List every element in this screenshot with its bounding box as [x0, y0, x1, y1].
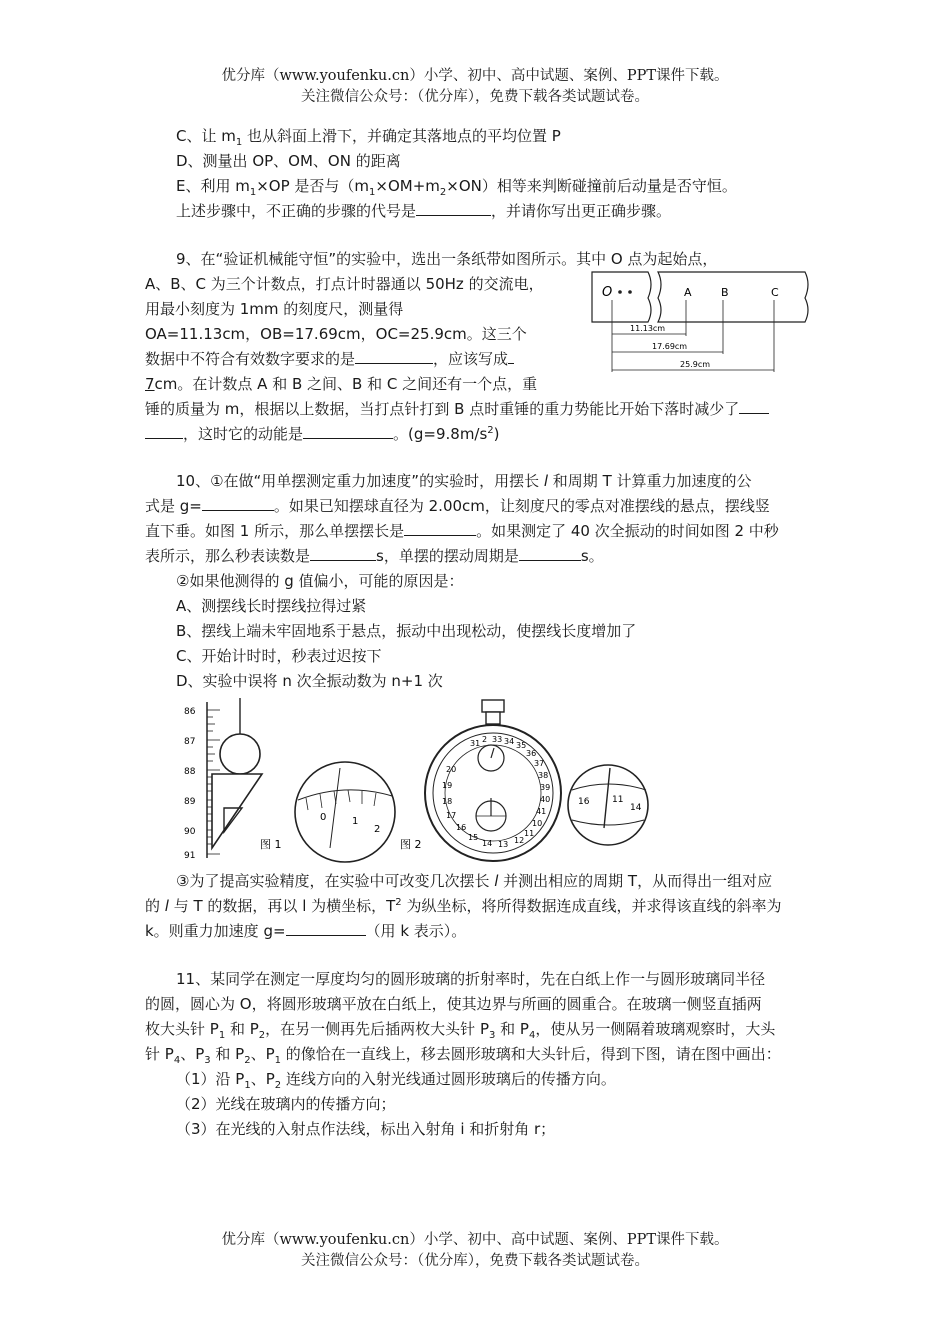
q9-line-8: ，这时它的动能是 。$(g=9.8m/s^2)$	[145, 423, 500, 445]
dial-num-41: 41	[536, 807, 547, 816]
q10-line-6: ③为了提高实验精度，在实验中可改变几次摆长 l 并测出相应的周期 T，从而得出一组对应	[176, 872, 773, 890]
q10-option-c: C、开始计时时，秒表过迟按下	[176, 647, 382, 665]
dial-num-13: 13	[498, 840, 509, 849]
q10-blank-formula[interactable]	[202, 495, 274, 511]
tape-dist-a: 11.13cm	[630, 324, 666, 333]
dial-num-39: 39	[540, 783, 551, 792]
dial-num-12: 12	[514, 836, 525, 845]
q11-line-1: 11、某同学在测定一厚度均匀的圆形玻璃的折射率时，先在白纸上作一与圆形玻璃同半径	[176, 970, 766, 988]
q9-line-1: 9、在“验证机械能守恒”的实验中，选出一条纸带如图所示。其中 O 点为起始点，	[176, 250, 718, 268]
q9-line-4: OA=11.13cm，OB=17.69cm，OC=25.9cm。这三个	[145, 325, 527, 343]
header-line-2: 关注微信公众号：（优分库），免费下载各类试题试卷。	[301, 89, 649, 105]
mag1-num-1: 1	[352, 816, 359, 827]
q10-option-a: A、测摆线长时摆线拉得过紧	[176, 597, 367, 615]
footer-line-1: 优分库（www.youfenku.cn）小学、初中、高中试题、案例、PPT课件下载。	[221, 1232, 729, 1248]
q10-line-4: 表所示，那么秒表读数是 s，单摆的摆动周期是 s。	[145, 547, 604, 565]
dial-num-2: 2	[482, 735, 488, 744]
q10-option-d: D、实验中误将 n 次全振动数为 n+1 次	[176, 672, 443, 690]
q9-line-3: 用最小刻度为 1mm 的刻度尺，测量得	[145, 300, 404, 318]
q10-blank-stopwatch[interactable]	[310, 545, 376, 561]
q9-blank-potential[interactable]	[145, 423, 183, 439]
footer-line-2: 关注微信公众号：（优分库），免费下载各类试题试卷。	[301, 1253, 649, 1269]
tape-label-o: O	[602, 285, 613, 300]
q8-answer-blank[interactable]	[416, 200, 491, 216]
q9-line-6: 7cm。在计数点 A 和 B 之间、B 和 C 之间还有一个点，重	[145, 375, 538, 393]
q9-blank-kinetic[interactable]	[303, 423, 393, 439]
dial-num-40: 40	[540, 795, 551, 804]
q9-blank-invalid[interactable]	[355, 348, 433, 364]
q8-question: 上述步骤中，不正确的步骤的代号是 ，并请你写出更正确步骤。	[176, 202, 672, 220]
ruler-tick-86: 86	[184, 707, 196, 717]
dial-num-17: 17	[446, 811, 457, 820]
q10-blank-length[interactable]	[404, 520, 476, 536]
dial-num-37: 37	[534, 759, 545, 768]
ruler-tick-91: 91	[184, 851, 196, 861]
q10-line-3: 直下垂。如图 1 所示，那么单摆摆长是 。如果测定了 40 次全振动的时间如图 2 中秒	[145, 522, 779, 540]
dial-num-14: 14	[482, 839, 493, 848]
dial-num-18: 18	[442, 797, 453, 806]
mag1-num-2: 2	[374, 824, 381, 835]
dial-num-16: 16	[456, 823, 467, 832]
dial-num-11: 11	[524, 829, 535, 838]
ruler-tick-89: 89	[184, 797, 196, 807]
mag1-num-0: 0	[320, 812, 327, 823]
fig2-label: 图 2	[400, 838, 422, 851]
q11-line-2: 的圆，圆心为 O，将圆形玻璃平放在白纸上，使其边界与所画的圆重合。在玻璃一侧竖直插两	[145, 995, 762, 1013]
ruler-tick-87: 87	[184, 737, 196, 747]
dial-num-10: 10	[532, 819, 543, 828]
page-footer	[0, 1230, 950, 1272]
dial-num-15: 15	[468, 833, 479, 842]
dial-num-33: 33	[492, 735, 503, 744]
q8-step-d: D、测量出 OP、OM、ON 的距离	[176, 152, 401, 170]
dial-num-38: 38	[538, 771, 549, 780]
q10-blank-period[interactable]	[519, 545, 581, 561]
dial-num-35: 35	[516, 741, 527, 750]
q10-line-8: k。则重力加速度 g= （用 k 表示）。	[145, 922, 467, 940]
fig1-label: 图 1	[260, 838, 282, 851]
q10-pendulum-figure	[180, 698, 650, 863]
ruler-tick-90: 90	[184, 827, 196, 837]
q11-item-1: （1）沿 $P_1$、$P_2$ 连线方向的入射光线通过圆形玻璃后的传播方向。	[176, 1070, 616, 1091]
mag2-num-11: 11	[612, 795, 624, 805]
q10-option-b: B、摆线上端未牢固地系于悬点，振动中出现松动，使摆线长度增加了	[176, 622, 637, 640]
q10-line-2: 式是 g= 。如果已知摆球直径为 2.00cm，让刻度尺的零点对准摆线的悬点，摆线竖	[145, 497, 770, 515]
dial-num-20: 20	[446, 765, 457, 774]
tape-label-a: A	[684, 286, 692, 299]
ruler-tick-88: 88	[184, 767, 196, 777]
q9-line-5: 数据中不符合有效数字要求的是 ，应该写成	[145, 348, 514, 370]
q10-blank-g-k[interactable]	[286, 920, 366, 936]
q8-step-c: C、让 $m_1$ 也从斜面上滑下，并确定其落地点的平均位置 P	[176, 127, 561, 148]
page-header	[0, 66, 950, 108]
mag2-num-14: 14	[630, 803, 642, 813]
dial-num-34: 34	[504, 737, 515, 746]
q9-line-7: 锤的质量为 m，根据以上数据，当打点针打到 B 点时重锤的重力势能比开始下落时减少了	[145, 398, 769, 420]
q8-step-e: E、利用 $m_1\times OP$ 是否与$(m_1\times OM+m_2\times ON)$相等来判断碰撞前后动量是否守恒。	[176, 177, 737, 198]
q11-line-4: 针 $P_4$、$P_3$ 和 $P_2$、$P_1$ 的像恰在一直线上，移去圆形玻璃和大头针后，得到下图，请在图中画出：	[145, 1045, 781, 1066]
tape-label-c: C	[771, 286, 779, 299]
header-line-1: 优分库（www.youfenku.cn）小学、初中、高中试题、案例、PPT课件下载。	[221, 68, 729, 84]
q11-item-3: （3）在光线的入射点作法线，标出入射角 i 和折射角 r；	[176, 1120, 556, 1138]
q9-tape-figure	[590, 270, 815, 380]
dial-num-19: 19	[442, 781, 453, 790]
dial-num-36: 36	[526, 749, 537, 758]
tape-dist-b: 17.69cm	[652, 342, 688, 351]
q10-line-7: 的 l 与 T 的数据，再以 l 为横坐标，$T^2$ 为纵坐标，将所得数据连成直线，并求得该直线的斜率为	[145, 897, 782, 915]
q9-line-2: A、B、C 为三个计数点，打点计时器通以 50Hz 的交流电，	[145, 275, 544, 293]
tape-label-b: B	[721, 286, 729, 299]
q11-line-3: 枚大头针 $P_1$ 和 $P_2$，在另一侧再先后插两枚大头针 $P_3$ 和 $P_4$，使从另一侧隔着玻璃观察时，大头	[145, 1020, 776, 1041]
tape-dist-c: 25.9cm	[680, 360, 711, 369]
q10-line-5: ②如果他测得的 g 值偏小，可能的原因是：	[176, 572, 464, 590]
dial-num-31: 31	[470, 739, 481, 748]
q10-line-1: 10、①在做“用单摆测定重力加速度”的实验时，用摆长 l 和周期 T 计算重力加速度的公	[176, 472, 752, 490]
q11-item-2: （2）光线在玻璃内的传播方向；	[176, 1095, 396, 1113]
mag2-num-16: 16	[578, 797, 590, 807]
